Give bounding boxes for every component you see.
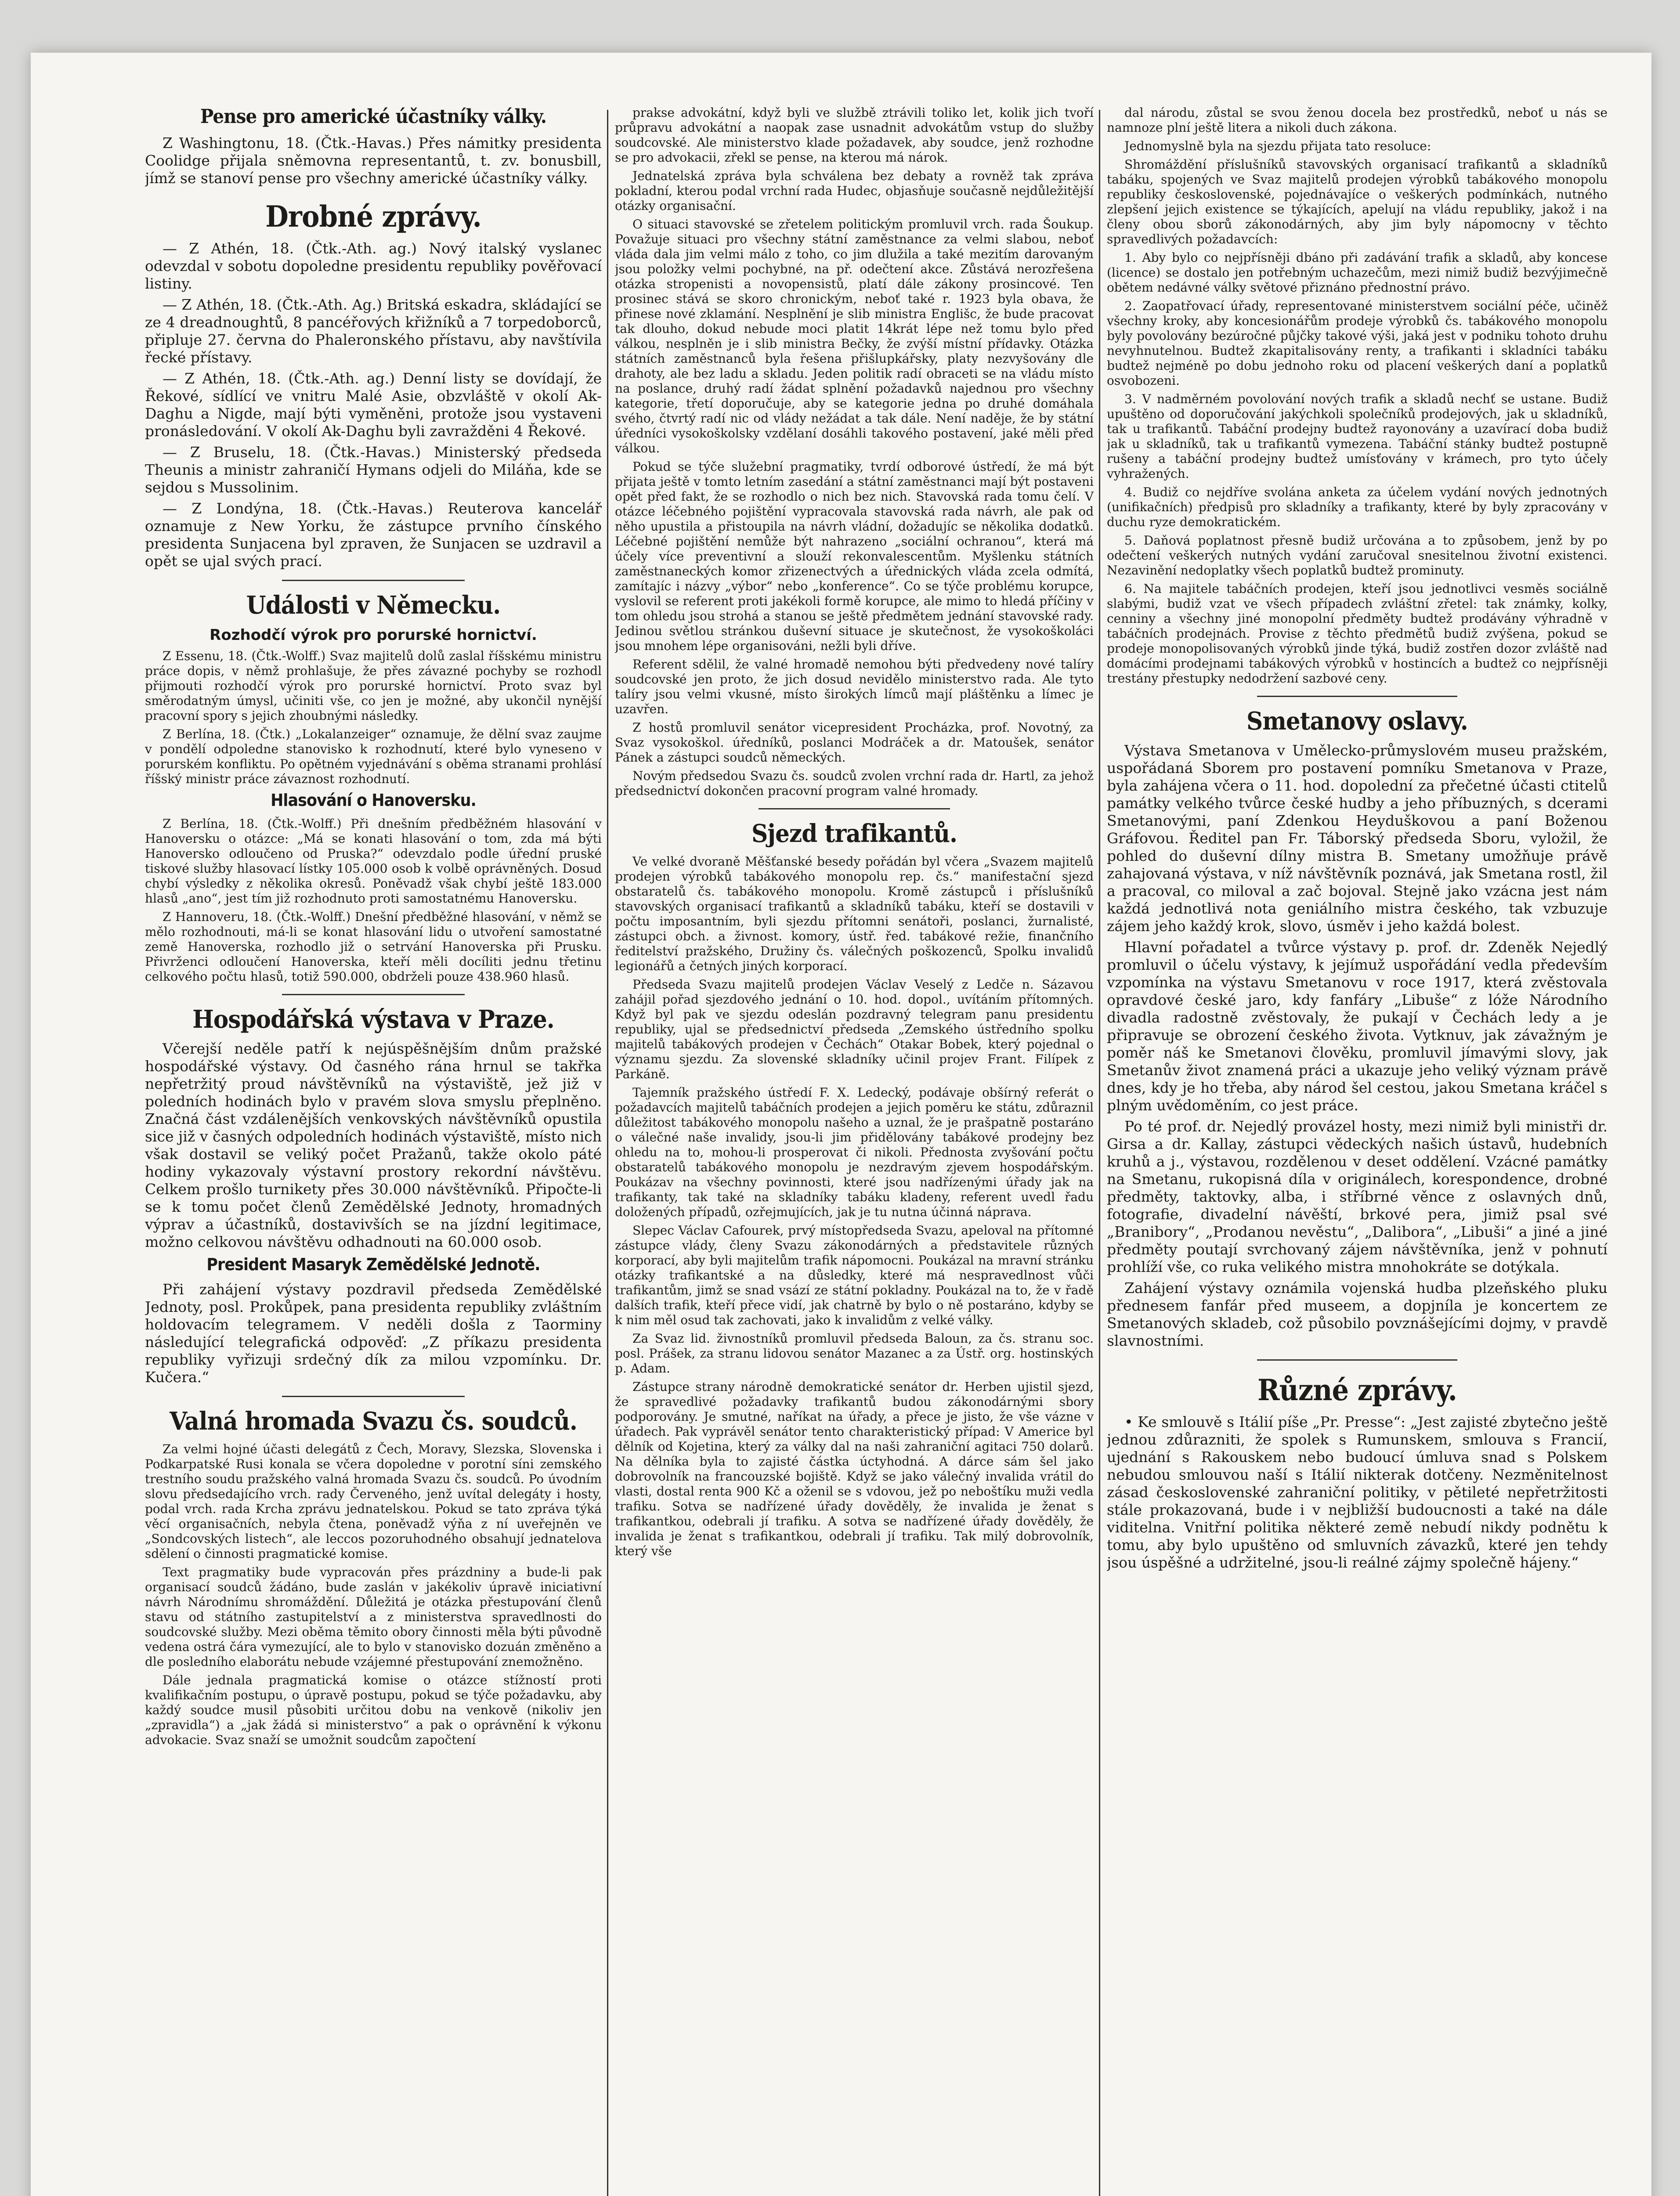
- headline-smetana: Smetanovy oslavy.: [1246, 707, 1468, 736]
- headline-sjezd: Sjezd trafikantů.: [751, 819, 957, 848]
- news-item: — Z Athén, 18. (Čtk.-Ath. ag.) Denní listy se dovídají, že Řekové, sídlící ve vnitru Malé Asie, obzvláště v okolí Ak-Daghu a Nigde, mají býti vyměněni, protože jsou vystaveni pronásledování. V okolí Ak-Daghu byli zavražděni 4 Řekové.: [145, 370, 602, 440]
- paragraph: • Ke smlouvě s Itálií píše „Pr. Presse“: „Jest zajisté zbytečno ještě jednou zdůrazniti, že spolek s Rumunskem, smlouva s Francií, ujednání s Rakouskem nebo budoucí úmluva snad s Polskem nebudou smlouvou naší s Itálií nikterak dotčeny. Nezměnitelnost zásad československé zahraniční politiky, v pětileté nepřetržitosti stále prokazovaná, bude i v nejbližší budoucnosti a také na dále viditelna. Vnitřní politika některé země nebudí nikdy podnětu k tomu, aby bylo upuštěno od smluvních závazků, které jen tehdy jsou úspěšné a udržitelné, jsou-li reálné zájmy společně hájeny.“: [1107, 1413, 1608, 1571]
- column-rule: [1099, 110, 1100, 2196]
- headline-ruzne: Různé zprávy.: [1257, 1373, 1457, 1407]
- column-1: [145, 105, 602, 2196]
- article-pense-text: Z Washingtonu, 18. (Čtk.-Havas.) Přes námitky presidenta Coolidge přijala sněmovna representantů, t. zv. bonusbill, jímž se stanoví pense pro všechny americké účastníky války.: [145, 134, 602, 187]
- news-item: — Z Athén, 18. (Čtk.-Ath. ag.) Nový italský vyslanec odevzdal v sobotu dopoledne presidentu republiky pověřovací listiny.: [145, 240, 602, 292]
- paragraph: Z Essenu, 18. (Čtk.-Wolff.) Svaz majitelů dolů zaslal říšskému ministru práce dopis, v němž prohlašuje, že přes závazné pochyby se rozhodl přijmouti rozhodčí výrok pro porurské hornictví. Proto svaz byl směrodatným úmysl, učiniti vše, co jen je možné, aby ukončil nynější pracovní spory s jejich zhoubnými následky.: [145, 649, 602, 723]
- paragraph: 3. V nadměrném povolování nových trafik a skladů nechť se ustane. Budiž upuštěno od doporučování jakýchkoli společníků prodejových, jak u skladníků, tak u trafikantů. Tabáční prodejny budtež rayonovány a uzavírací doba budiž jak u skladníků, tak u trafikantů vymezena. Tabáční stánky budtež postupně rušeny a tabáční prodejny budtež umísťovány v krámech, pro tyto účely vyhražených.: [1107, 392, 1608, 481]
- column-rule: [607, 110, 608, 2196]
- paragraph: O situaci stavovské se zřetelem politickým promluvil vrch. rada Šoukup. Považuje situaci pro všechny státní zaměstnance za velmi slabou, neboť vláda dala jim velmi málo z toho, co jim dlužila a také mezitím darovaným jsou položky velmi pochybné, na př. odečtení akce. Zůstává nerozřešena otázka stropenisti a novopensistů, platí dále zákony prosincové. Ten prosinec stává se skoro chronickým, neboť také r. 1923 byla obava, že přinese nové zklamání. Nesplnění je slib ministra Englišc, že bude pracovat tak dlouho, dokud nebude moci platit 14krát lépe než tomu bylo před válkou, nesplněn je i slib ministra Bečky, že zvýší místní přídavky. Otázka státních zaměstnanců byla řešena přišlupkářsky, platy nezvyšovány dle drahoty, ale bez ladu a skladu. Jeden politik radí obraceti se na vládu místo na poslance, druhý radí žádat splnění požadavků najednou pro všechny kategorie, třetí doporučuje, aby se kategorie jedna po druhé domáhala svého, čtvrtý radí nic od vlády nežádat a tak dále. Není naděje, že by státní úředníci vysokoškolsky vzdělaní dosáhli takového postavení, jaké měli před válkou.: [615, 217, 1094, 455]
- headline-valna: Valná hromada Svazu čs. soudců.: [170, 1407, 577, 1436]
- separator: [1257, 696, 1457, 697]
- headline-nemecko: Události v Německu.: [246, 591, 501, 620]
- separator: [1257, 1359, 1457, 1361]
- paragraph: Pokud se týče služební pragmatiky, tvrdí odborové ústředí, že má být přijata ještě v tomto letním zasedání a státní zaměstnanci mají být postaveni opět před fakt, že se rozhodlo o nich bez nich. Stavovská rada tomu čelí. V otázce léčebného pojištění vypracovala stavovská rada návrh, ale pak od něho upustila a přistoupila na návrh vládní, dožadujíc se několika dodatků. Léčebné pojištění nemůže být nahrazeno „sociální ochranou“, která má účely více preventivní a slouží rekonvalescentům. Myšlenku státních zaměstnaneckých komor zřizenectvých a úřednických vláda zcela odmítá, zamítajíc i názvy „výbor“ nebo „konference“. Co se týče problému korupce, vyslovil se referent proti jakékoli formě korupce, ale mimo to hledá příčiny v tom ohledu jsou strohá a stanou se ještě předmětem jednání stavovské rady. Jedinou světlou stránkou duševní situace je skutečnost, že vysokoškoláci jsou mnohem lépe organisováni, nežli byli dříve.: [615, 459, 1094, 653]
- paragraph: Po té prof. dr. Nejedlý provázel hosty, mezi nimiž byli ministři dr. Girsa a dr. Kallay, zástupci vědeckých našich ústavů, hudebních kruhů a j., výstavou, rozdělenou v deset oddělení. Vzácné památky na Smetanu, rukopisná díla v originálech, korespondence, drobné předměty, taktovky, alba, i stříbrné věnce z oslavných dnů, fotografie, divadelní návěští, brkové pera, jimiž psal své „Branibory“, „Prodanou nevěstu“, „Dalibora“, „Libuši“ a jiné a jiné předměty poutají svrchovaný zájem návštěvníka, jenž v pohnutí prohlíží vše, co ruka velikého mistra mnohokráte se dotýkala.: [1107, 1118, 1608, 1275]
- paragraph: Slepec Václav Cafourek, prvý místopředseda Svazu, apeloval na přítomné zástupce vlády, členy Svazu zákonodárných a představitele různých korporací, aby byli majitelům trafik nápomocni. Poukázal na mravní stránku otázky trafikantské a na důsledky, které má nespravedlnost vůči trafikantům, jimž se snad vsází ze státní pokladny. Poukázal na to, že v řadě dalších trafik, kteří přece vidí, jak chatrně by bylo o ně postaráno, kdyby se k nim měl osud tak zachovati, jako k invalidům z velké války.: [615, 1223, 1094, 1327]
- column-2: [615, 105, 1094, 2196]
- subheadline-nemecko: Rozhodčí výrok pro porurské hornictví.: [210, 626, 537, 644]
- paragraph: Z Berlína, 18. (Čtk.) „Lokalanzeiger“ oznamuje, že dělní svaz zaujme v pondělí odpoledne stanovisko k rozhodnutí, které bylo vyneseno v porurském konfliktu. Po opětném vyjednávání s oběma stranami prohlásí říšský ministr práce závaznost rozhodnutí.: [145, 727, 602, 786]
- headline-drobne: Drobné zprávy.: [265, 199, 481, 234]
- paragraph: Dále jednala pragmatická komise o otázce stížností proti kvalifikačním postupu, o úpravě postupu, pokud se týče požadavku, aby každý soudce musil působiti určitou dobu na venkově (nikoliv jen „zpravidla“) a „jak žádá si ministerstvo“ a pak o oprávnění k výkonu advokacie. Svaz snaží se umožnit soudcům započtení: [145, 1673, 602, 1747]
- paragraph: Tajemník pražského ústředí F. X. Ledecký, podávaje obšírný referát o požadavcích majitelů tabáčních prodejen a jejich poměru ke státu, zdůraznil důležitost tabákového monopolu našeho a uznal, že je prašpatně postaráno o válečné naše invalidy, jsou-li jim přidělovány tabákové prodejny bez ohledu na to, mohou-li prosperovat či nikoli. Přednosta zvyšování počtu obstaratelů tabákového monopolu je nezdravým zjevem hospodářským. Poukázav na všechny povinnosti, které jsou nadřízenými úřady jak na trafikanty, tak také na skladníky tabáku kladeny, referent uvedl řadu doložených případů, ozřejmujících, jak je tu nutna účinná náprava.: [615, 1085, 1094, 1219]
- paragraph: Výstava Smetanova v Umělecko-průmyslovém museu pražském, uspořádaná Sborem pro postavení pomníku Smetanova v Praze, byla zahájena včera o 11. hod. dopolední za přečetné účasti ctitelů památky velkého tvůrce české hudby a jeho příbuzných, s dcerami Smetanovými, paní Zdenkou Heyduškovou a paní Boženou Gráfovou. Ředitel pan Fr. Táborský předseda Sboru, vyložil, že pohled do duševní dílny mistra B. Smetany umožňuje právě zahajovaná výstava, v níž návštěvník poznává, jak Smetana rostl, žil a pracoval, co miloval a zač bojoval. Stejně jako vzácna jest nám každá jednotlivá nota geniálního mistra českého, tak vzbuzuje zájem jeho každý krok, slovo, úsměv i jeho každá bolest.: [1107, 742, 1608, 935]
- headline-vystava: Hospodářská výstava v Praze.: [192, 1005, 554, 1034]
- separator: [282, 1396, 465, 1397]
- paragraph: Jednatelská zpráva byla schválena bez debaty a rovněž tak zpráva pokladní, kterou podal vrchní rada Hudec, objasňuje současně nejdůležitější otázky organisační.: [615, 169, 1094, 213]
- paragraph: Zahájení výstavy oznámila vojenská hudba plzeňského pluku přednesem fanfár před museem, a dopjníla je koncertem ze Smetanových skladeb, což působilo povznášejícími dojmy, v pravdě slavnostními.: [1107, 1279, 1608, 1349]
- paragraph: dal národu, zůstal se svou ženou docela bez prostředků, neboť u nás se namnoze plní ještě litera a nikoli duch zákona.: [1107, 105, 1608, 135]
- paragraph: 1. Aby bylo co nejpřísněji dbáno při zadávání trafik a skladů, aby koncese (licence) se dostalo jen potřebným uchazečům, mezi nimiž budiž bezvýjimečně obětem nedávné války světové přiznáno přednostní právo.: [1107, 250, 1608, 295]
- paragraph: Ve velké dvoraně Měšťanské besedy pořádán byl včera „Svazem majitelů prodejen výrobků tabákového monopolu rep. čs.“ manifestační sjezd obstaratelů čs. tabákového monopolu. Kromě zástupců i příslušníků stavovských organisací trafikantů a skladníků tabáku, kteří se dostavili v počtu imposantním, byli sjezdu přítomni senátoři, poslanci, žurnalisté, zástupci obch. a živnost. komory, ústř. řed. tabákové režie, finančního ředitelství pražského, Družiny čs. válečných poškozenců, Spolku invalidů legionářů a četných jiných korporací.: [615, 854, 1094, 973]
- paragraph: Z Berlína, 18. (Čtk.-Wolff.) Při dnešním předběžném hlasování v Hanoversku o otázce: „Má se konati hlasování o tom, zda má býti Hanoversko odloučeno od Pruska?“ odevzdalo podle úřední pruské tiskové služby hlasovací lístky 105.000 osob k volbě oprávněných. Dosud chybí výsledky z několika okresů. Poněvadž však chybí ještě 183.000 hlasů „ano“, jest tím již rozhodnuto proti samostatnému Hanoversku.: [145, 816, 602, 906]
- news-item: — Z Londýna, 18. (Čtk.-Havas.) Reuterova kancelář oznamuje z New Yorku, že zástupce prvního čínského presidenta Sunjacena byl zpraven, že Sunjacen se uzdravil a opět se ujal svých prací.: [145, 500, 602, 570]
- paragraph: Novým předsedou Svazu čs. soudců zvolen vrchní rada dr. Hartl, za jehož předsednictví dokončen pracovní program valné hromady.: [615, 769, 1094, 798]
- paragraph: Jednomyslně byla na sjezdu přijata tato resoluce:: [1124, 139, 1431, 153]
- paragraph: Text pragmatiky bude vypracován přes prázdniny a bude-li pak organisací soudců žádáno, bude zaslán v jakékoliv úpravě iniciativní návrh Národnímu shromáždění. Důležitá je otázka přestupování členů stavu od státního zastupitelství a z ministerstva spravedlnosti do soudcovské služby. Mezi oběma těmito obory činnosti měla býti původně vedena ostrá čára vymezující, ale to bylo v stanovisko dozuán změněno a dle posledního elaborátu nebude vzájemné přestupování znemožněno.: [145, 1565, 602, 1669]
- paragraph: Včerejší neděle patří k nejúspěšnějším dnům pražské hospodářské výstavy. Od časného rána hrnul se takřka nepřetržitý proud návštěvníků na výstaviště, jež již v poledních hodinách bylo v pravém slova smyslu přeplněno. Značná část vzdálenějších venkovských návštěvníků opustila sice již v časných odpoledních hodinách výstaviště, místo nich však dostavil se veliký počet Pražanů, takže okolo páté hodiny vykazovaly výstavní prostory rekordní návštěvu. Celkem prošlo turnikety přes 30.000 návštěvníků. Připočte-li se k tomu počet členů Zemědělské Jednoty, hromadných výprav a účastníků, dostavivších se na jízdní legitimace, možno celkovou návštěvu odhadnouti na 60.000 osob.: [145, 1040, 602, 1250]
- paragraph: Hlavní pořadatel a tvůrce výstavy p. prof. dr. Zdeněk Nejedlý promluvil o účelu výstavy, k jejímuž uspořádání vedla především vzpomínka na výstavu Smetanovu v roce 1917, která zvěstovala opravdové české jaro, kdy fanfáry „Libuše“ z lóže Národního divadla radostně zvěstovaly, že pukají v Čechách ledy a je připravuje se obrození českého života. Vytknuv, jak závažným je poměr náš ke Smetanovi člověku, promluvil jímavými slovy, jak Smetanův život znamená práci a ukazuje jeho veliký význam právě dnes, kdy je ho třeba, aby národ šel cestou, jakou Smetana kráčel s plným uvědoměním, co jest práce.: [1107, 939, 1608, 1114]
- paragraph: Referent sdělil, že valné hromadě nemohou býti předvedeny nové talíry soudcovské jen proto, že jich dosud nevidělo ministerstvo rada. Ale tyto talíry jsou velmi vkusné, místo širokých límců mají pláštěnku a límec je uzavřen.: [615, 657, 1094, 716]
- paragraph: Shromáždění příslušníků stavovských organisací trafikantů a skladníků tabáku, spojených ve Svaz majitelů prodejen výrobků tabákového monopolu republiky československé, pojednávajíce o veškerých podmínkách, nutného zlepšení jejich existence se týkajících, apelují na vládu republiky, jakož i na členy obou sborů zákonodárných, aby jim byly nápomocny v těchto spravedlivých požadavcích:: [1107, 157, 1608, 246]
- news-item: — Z Athén, 18. (Čtk.-Ath. Ag.) Britská eskadra, skládající se ze 4 dreadnoughtů, 8 pancéřových křižníků a 7 torpedoborců, připluje 27. června do Phaleronského přístavu, aby navštívila řecké přístavy.: [145, 296, 602, 366]
- headline-masaryk: President Masaryk Zemědělské Jednotě.: [206, 1255, 540, 1274]
- news-item: — Z Bruselu, 18. (Čtk.-Havas.) Ministerský předseda Theunis a ministr zahraničí Hymans odjeli do Miláňa, kde se sejdou s Mussolinim.: [145, 444, 602, 496]
- paragraph: 6. Na majitele tabáčních prodejen, kteří jsou jednotlivci vesměs sociálně slabými, budiž vzat ve všech případech zvláštní zřetel: tak známky, kolky, cenniny a všechny jiné monopolní předměty budtež prodávány výhradně v tabáčních prodejnách. Provise z těchto předmětů budiž zvýšena, pokud se prodeje monopolisovaných výrobků jinde týká, budiž zostřen dozor zvláště nad domácími prodejnami tabákových výrobků v hostincích a budtež co nejpřísněji trestány přestupky nedodržení sazbové ceny.: [1107, 582, 1608, 686]
- paragraph: prakse advokátní, když byli ve službě ztrávili toliko let, kolik jich tvoří průpravu advokátní a naopak zase usnadnit advokátům vstup do služby soudcovské. Ale ministerstvo klade požadavek, aby soudce, jenž rozhodne se pro advokacii, zřekl se pense, na kterou má nárok.: [615, 105, 1094, 165]
- headline-hannover: Hlasování o Hanoversku.: [271, 791, 476, 810]
- paragraph: Za velmi hojné účasti delegátů z Čech, Moravy, Slezska, Slovenska i Podkarpatské Rusi konala se včera dopoledne v porotní síni zemského trestního soudu pražského valná hromada Svazu čs. soudců. Po úvodním slovu předsedajícího vrch. rady Červeného, jenž uvítal delegáty i hosty, podal vrch. rada Krcha zprávu jednatelskou. Pokud se tato zpráva týká věcí organisačních, nebyla čtena, poněvadž výňa z ní uveřejněn ve „Sondcovských listech“, ale leccos pozoruhodného obsahují jednatelova sdělení o činnosti pragmatické komise.: [145, 1442, 602, 1561]
- separator: [282, 994, 465, 995]
- paragraph: Předseda Svazu majitelů prodejen Václav Veselý z Ledče n. Sázavou zahájil pořad sjezdového jednání o 10. hod. dopol., uvítáním přítomných. Když byl pak ve sjezdu odeslán pozdravný telegram panu presidentu republiky, ujal se předsednictví předseda „Zemského ústředního spolku majitelů tabákových prodejen v Čechách“ Otakar Bobek, který pojednal o významu sjezdu. Za slovenské skladníky učinil projev Frant. Filípek z Parkáně.: [615, 977, 1094, 1081]
- paragraph: 2. Zaopatřovací úřady, representované ministerstvem sociální péče, učiněž všechny kroky, aby koncesionářům prodeje výrobků čs. tabákového monopolu byly povolovány bezúročné půjčky takové výši, jaká jest v podniku tohoto druhu nevyhnutelnou. Budtež zkapitalisovány renty, a trafikanti i skladníci tabáku budtež nejméně po dobu jednoho roku od placení veškerých daní a poplatků osvobozeni.: [1107, 299, 1608, 388]
- newspaper-page: [31, 53, 1651, 2196]
- column-3: [1107, 105, 1608, 2196]
- paragraph: Z hostů promluvil senátor vicepresident Procházka, prof. Novotný, za Svaz vysokoškol. úředníků, poslanci Modráček a dr. Matoušek, senátor Pánek a zástupci soudců německých.: [615, 720, 1094, 765]
- separator: [282, 580, 465, 581]
- paragraph: Zástupce strany národně demokratické senátor dr. Herben ujistil sjezd, že spravedlivé požadavky trafikantů budou zákonodárnými sbory podporovány. Je smutné, naříkat na úřady, a přece je jisto, že vše vázne v úřadech. Pak vyprávěl senátor tento charakteristický případ: V Americe byl dělník od Kojetina, který za války dal na naši zahraniční agitaci 750 dolarů. Na dělníka byla to zajisté částka úctyhodná. A dárce sám šel jako dobrovolník na francouzské bojiště. Když se jako válečný invalida vrátil do vlasti, dostal renta 900 Kč a oženil se s vdovou, jež po neboštíku muži vedla trafiku. Sotva se nadřízené úřady dověděly, že invalida je ženat s trafikantkou, odebrali jí trafiku. A sotva se nadřízené úřady dověděly, že invalida je ženat s trafikantkou, odebrali jí trafiku. Tak milý dobrovolník, který vše: [615, 1380, 1094, 1558]
- paragraph: Při zahájení výstavy pozdravil předseda Zemědělské Jednoty, posl. Prokůpek, pana presidenta republiky zvláštním holdovacím telegramem. V neděli došla z Taorminy následující telegrafická odpověď: „Z příkazu presidenta republiky vyřizuji srdečný dík za milou vzpomínku. Dr. Kučera.“: [145, 1281, 602, 1386]
- headline-pense: Pense pro americké účastníky války.: [200, 105, 547, 128]
- paragraph: Z Hannoveru, 18. (Čtk.-Wolff.) Dnešní předběžné hlasování, v němž se mělo rozhodnouti, má-li se konat hlasování lidu o utvoření samostatné země Hanoverska, rozhodlo již o setrvání Hanoverska při Prusku. Přivrženci odloučení Hanoverska, kteří měli docíliti jednu třetinu celkového počtu hlasů, totiž 590.000, obdrželi pouze 438.960 hlasů.: [145, 910, 602, 984]
- separator: [759, 808, 950, 809]
- paragraph: Za Svaz lid. živnostníků promluvil předseda Baloun, za čs. stranu soc. posl. Prášek, za stranu lidovou senátor Mazanec a za Ústř. org. hostinských p. Adam.: [615, 1331, 1094, 1376]
- paragraph: 5. Daňová poplatnost přesně budiž určována a to způsobem, jenž by po odečtení veškerých nutných vydání zaručoval snesitelnou životní existenci. Nezavinění nedoplatky všech poplatků budtež prominuty.: [1107, 533, 1608, 578]
- paragraph: 4. Budiž co nejdříve svolána anketa za účelem vydání nových jednotných (unifikačních) předpisů pro skladníky a trafikanty, které by byly zpracovány v duchu ryze demokratickém.: [1107, 485, 1608, 529]
